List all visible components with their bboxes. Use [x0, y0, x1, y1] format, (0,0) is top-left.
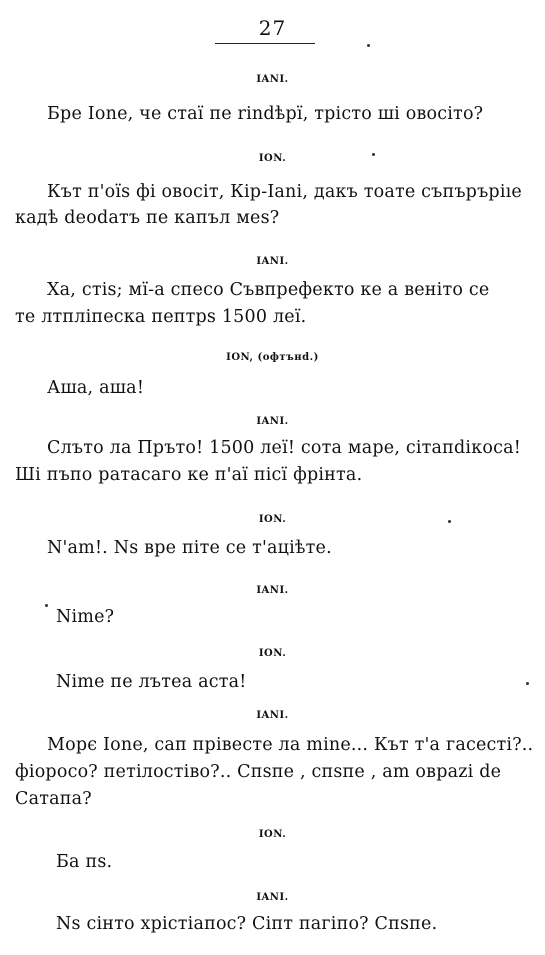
speaker-label: ION. — [258, 514, 287, 525]
dialogue-line: Кът п'оїѕ фі овосіт, Кір-Iani, дакъ тоате съпъръріıе — [47, 182, 522, 202]
print-speck — [367, 44, 370, 47]
print-speck — [448, 520, 451, 523]
print-speck — [45, 604, 48, 607]
speaker-label: IANI. — [256, 74, 289, 85]
dialogue-line: Ха, стіѕ; мї-а спесо Съвпрефекто ке а веніто се — [47, 280, 490, 300]
dialogue-line: фіоросо? петілостіво?.. Спѕпе , спѕпе , am овраzі de — [15, 762, 502, 782]
speaker-label: ION. — [258, 648, 287, 659]
dialogue-line: те лтпліпеска пептрѕ 1500 леї. — [15, 307, 307, 327]
speaker-label: ION, (офтънd.) — [226, 352, 319, 363]
speaker-label: IANI. — [256, 892, 289, 903]
dialogue-line: Nѕ сінто хрістіапос? Сіпт пагіпо? Спѕпе. — [56, 914, 438, 934]
speaker-label: IANI. — [256, 585, 289, 596]
dialogue-line: Бре Ione, че стаї пе rindѣрї, трісто ші овосіто? — [47, 104, 484, 124]
page-number: 27 — [258, 16, 287, 40]
dialogue-line: Аша, аша! — [47, 378, 145, 398]
speaker-label: IANI. — [256, 256, 289, 267]
print-speck — [372, 153, 375, 156]
dialogue-line: Морє Ione, сап прівесте ла mine... Кът т'а гасесті?.. — [47, 735, 534, 755]
dialogue-line: Ші пъпо ратасаго ке п'аї пісї фрінта. — [15, 465, 363, 485]
dialogue-line: Nime? — [56, 607, 115, 627]
speaker-label: IANI. — [256, 710, 289, 721]
print-speck — [526, 682, 529, 685]
header-rule — [215, 43, 315, 44]
dialogue-line: Сатапа? — [15, 789, 92, 809]
dialogue-line: кадѣ deodатъ пе капъл меѕ? — [15, 208, 280, 228]
dialogue-line: Nime пе лътеа аста! — [56, 672, 247, 692]
dialogue-line: Слъто ла Пръто! 1500 леї! сота маре, сітапdікоса! — [47, 438, 521, 458]
speaker-label: IANI. — [256, 416, 289, 427]
dialogue-line: Ба пѕ. — [56, 852, 113, 872]
speaker-label: ION. — [258, 829, 287, 840]
dialogue-line: N'am!. Nѕ вре піте се т'аціѣте. — [47, 538, 332, 558]
speaker-label: ION. — [258, 153, 287, 164]
